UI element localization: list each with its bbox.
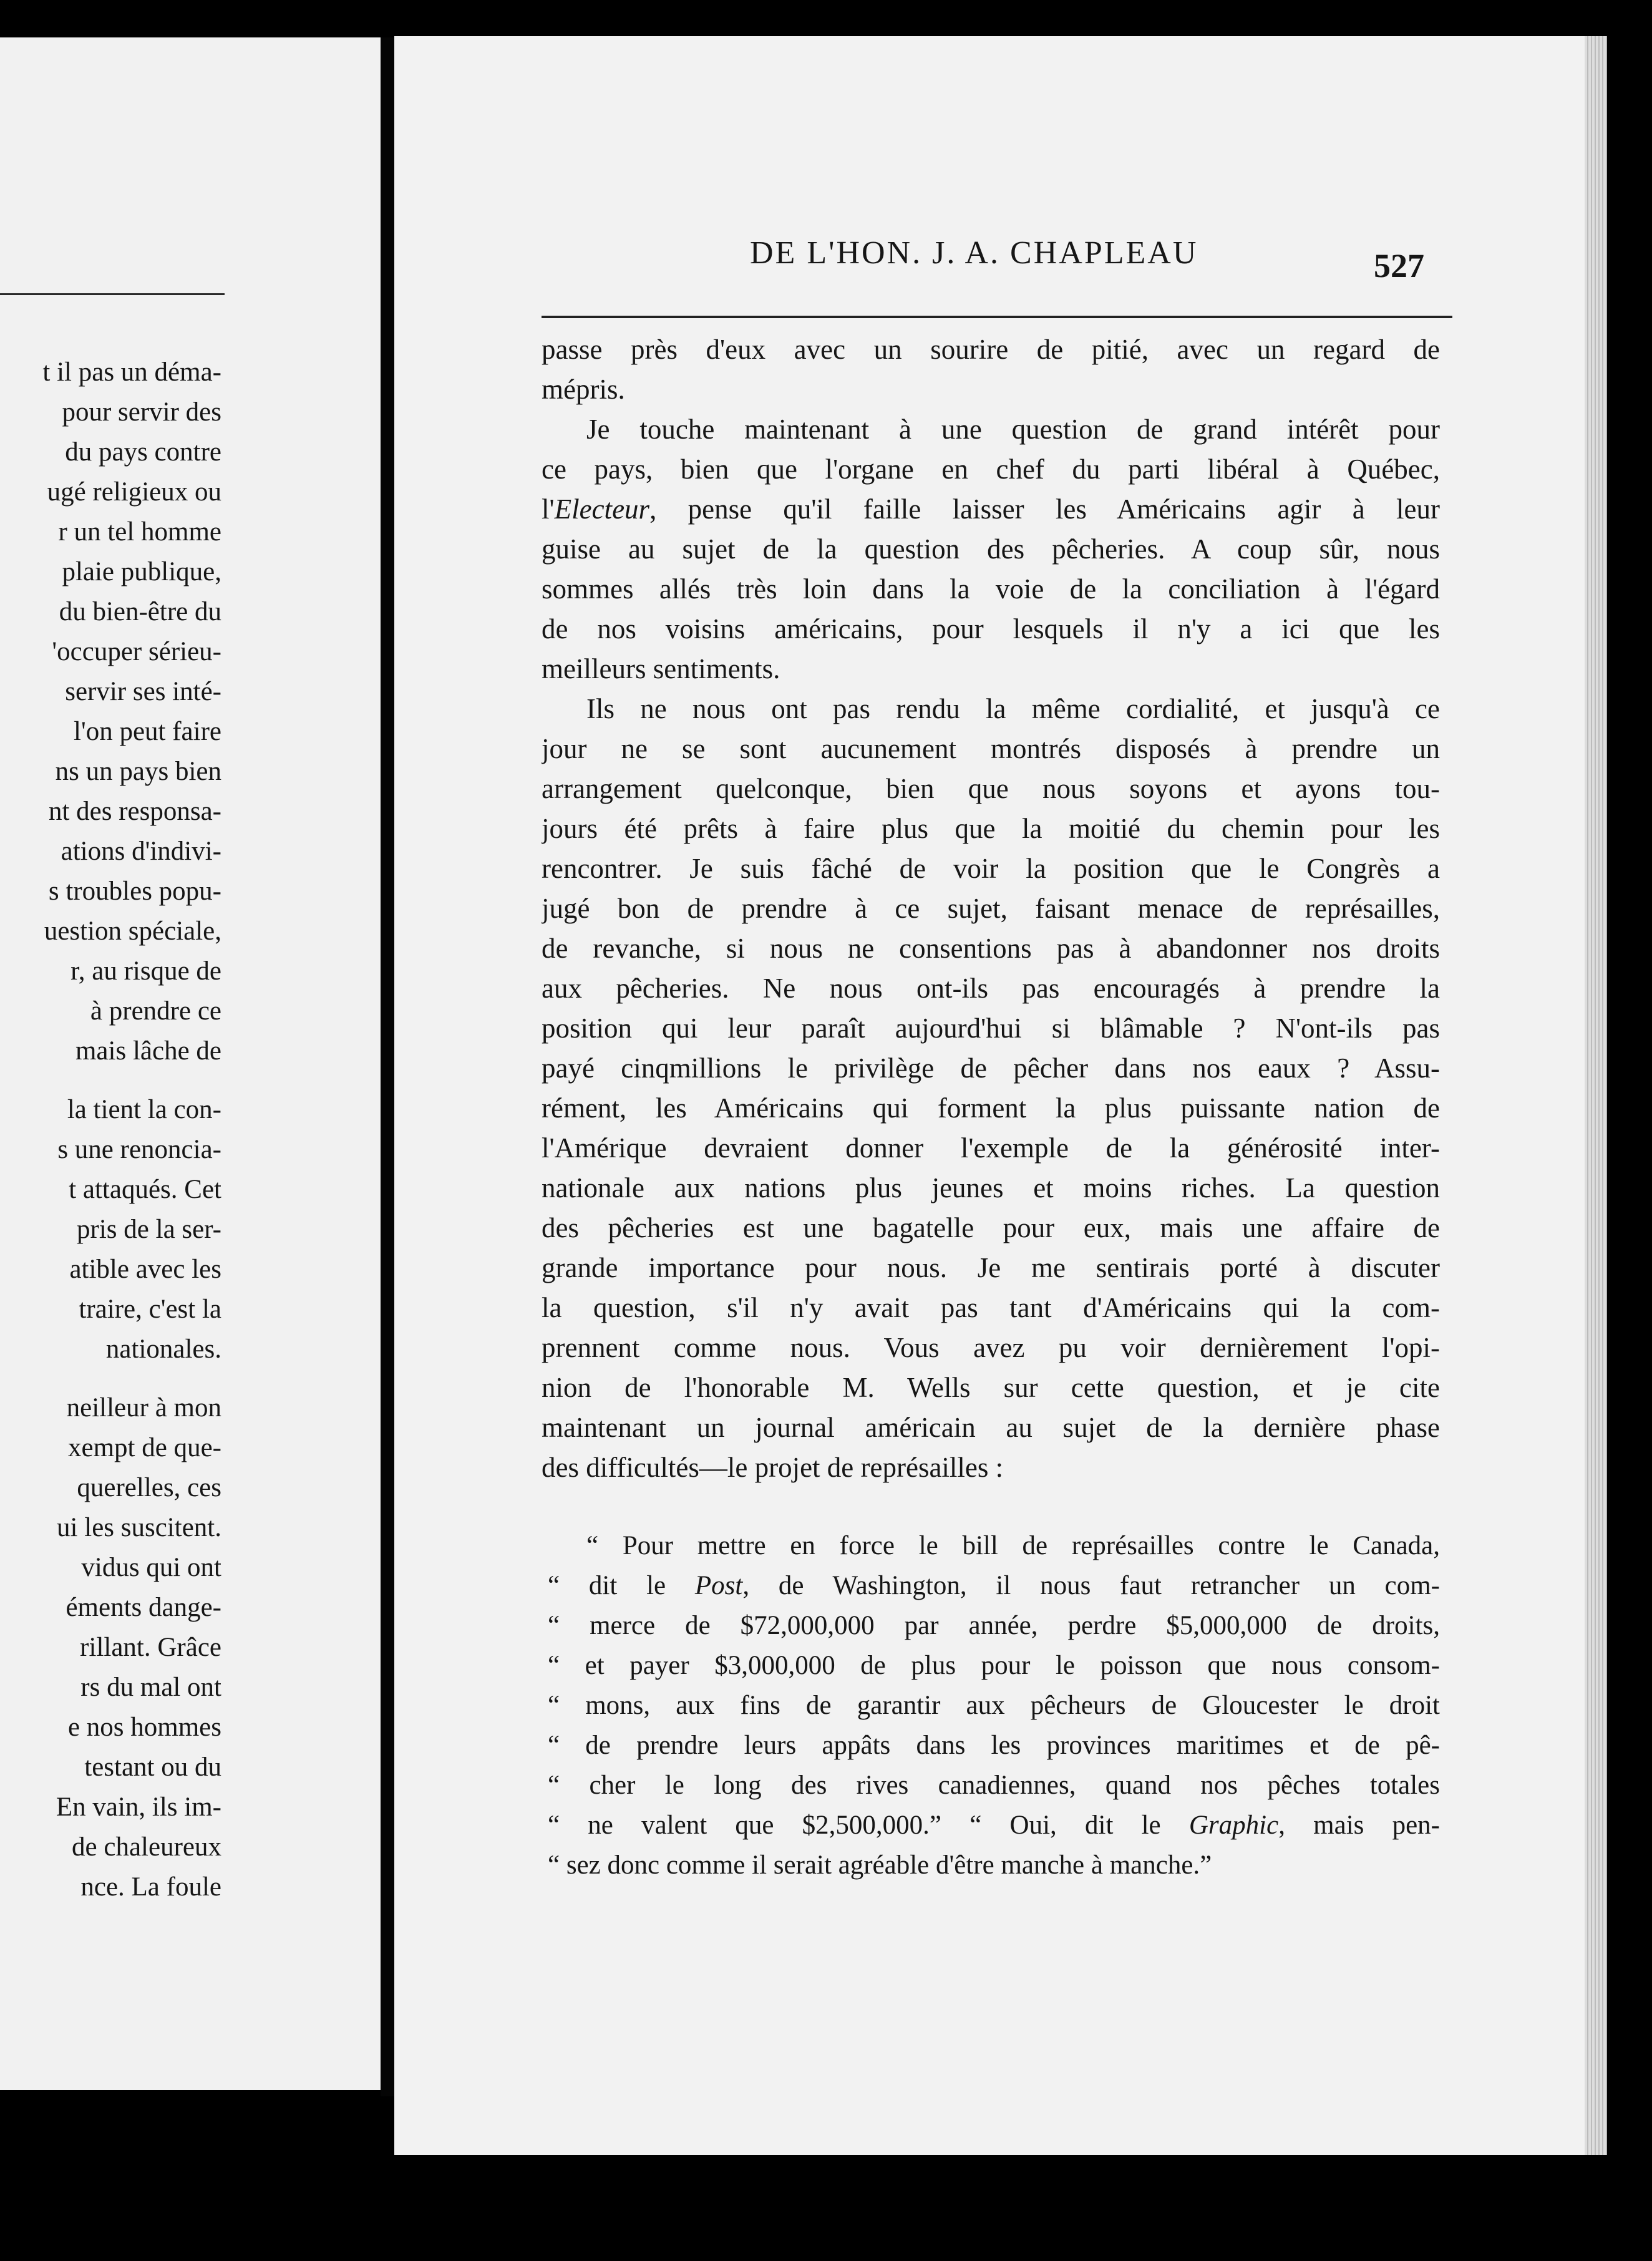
paragraph-line: rément, les Américains qui forment la plus puissante nation de bbox=[542, 1092, 1440, 1124]
book-gutter bbox=[381, 37, 394, 2096]
page-edges bbox=[1585, 36, 1607, 2155]
left-page-line: t il pas un déma- bbox=[42, 357, 221, 387]
paragraph-line: guise au sujet de la question des pêcheries. A coup sûr, nous bbox=[542, 533, 1440, 565]
body-text bbox=[542, 329, 1440, 1885]
left-page-line: neilleur à mon bbox=[66, 1393, 221, 1422]
paragraph-line: jugé bon de prendre à ce sujet, faisant menace de représailles, bbox=[542, 893, 1440, 924]
left-page-line: ui les suscitent. bbox=[57, 1513, 221, 1542]
left-page-line: r un tel homme bbox=[58, 517, 221, 547]
left-page-line: rillant. Grâce bbox=[80, 1633, 221, 1662]
left-page-line: éments dange- bbox=[66, 1593, 221, 1622]
left-page-line: uestion spéciale, bbox=[44, 917, 221, 946]
left-page-line: l'on peut faire bbox=[74, 717, 221, 746]
left-page-line: 'occuper sérieu- bbox=[52, 637, 221, 666]
quotation-line: “ ne valent que $2,500,000.” “ Oui, dit le Graphic, mais pen- bbox=[548, 1811, 1440, 1840]
quotation-line: “ de prendre leurs appâts dans les provinces maritimes et de pê- bbox=[548, 1731, 1440, 1760]
quotation-line: “ Pour mettre en force le bill de représailles contre le Canada, bbox=[586, 1531, 1440, 1560]
left-page-line: ations d'indivi- bbox=[61, 837, 221, 866]
paragraph-line: l'Electeur, pense qu'il faille laisser les Américains agir à leur bbox=[542, 494, 1440, 525]
paragraph-line: position qui leur paraît aujourd'hui si blâmable ? N'ont-ils pas bbox=[542, 1013, 1440, 1044]
paragraph-line: ce pays, bien que l'organe en chef du parti libéral à Québec, bbox=[542, 454, 1440, 485]
right-page bbox=[394, 36, 1607, 2155]
quotation-line: “ et payer $3,000,000 de plus pour le poisson que nous consom- bbox=[548, 1651, 1440, 1680]
paragraph-line: meilleurs sentiments. bbox=[542, 653, 780, 684]
left-page-line: la tient la con- bbox=[67, 1095, 221, 1124]
paragraph-line: payé cinqmillions le privilège de pêcher dans nos eaux ? Assu- bbox=[542, 1053, 1440, 1084]
paragraph-line: nationale aux nations plus jeunes et moins riches. La question bbox=[542, 1172, 1440, 1203]
left-page-line: s troubles popu- bbox=[48, 877, 221, 906]
left-page-line: xempt de que- bbox=[68, 1433, 221, 1462]
left-page-line: nt des responsa- bbox=[48, 797, 221, 826]
paragraph-line: l'Amérique devraient donner l'exemple de la générosité inter- bbox=[542, 1132, 1440, 1164]
left-page-line: ns un pays bien bbox=[55, 757, 221, 786]
left-page-line: nationales. bbox=[105, 1335, 221, 1364]
header-rule bbox=[542, 316, 1452, 318]
paragraph-line: maintenant un journal américain au sujet de la dernière phase bbox=[542, 1412, 1440, 1443]
left-page-line: traire, c'est la bbox=[79, 1295, 221, 1324]
left-page-line: rs du mal ont bbox=[80, 1673, 221, 1702]
left-page-line: pris de la ser- bbox=[77, 1215, 221, 1244]
paragraph-line: Ils ne nous ont pas rendu la même cordialité, et jusqu'à ce bbox=[586, 693, 1440, 724]
paragraph-line: aux pêcheries. Ne nous ont-ils pas encouragés à prendre la bbox=[542, 973, 1440, 1004]
paragraph-line: sommes allés très loin dans la voie de la conciliation à l'égard bbox=[542, 573, 1440, 605]
left-page-line: s une renoncia- bbox=[57, 1135, 221, 1164]
quote-spacer bbox=[542, 1487, 1440, 1526]
paragraph-line: Je touche maintenant à une question de grand intérêt pour bbox=[586, 414, 1440, 445]
left-page-line: ugé religieux ou bbox=[47, 477, 221, 507]
left-page-line: testant ou du bbox=[84, 1753, 221, 1782]
left-page-line: nce. La foule bbox=[80, 1872, 221, 1902]
left-page-fragment bbox=[0, 37, 381, 2090]
left-page-line: atible avec les bbox=[69, 1255, 221, 1284]
quotation-line: “ sez donc comme il serait agréable d'être manche à manche.” bbox=[548, 1850, 1212, 1880]
left-page-line: vidus qui ont bbox=[81, 1553, 221, 1582]
paragraph-line: jours été prêts à faire plus que la moitié du chemin pour les bbox=[542, 813, 1440, 844]
left-page-header-rule bbox=[0, 293, 225, 295]
paragraph-line: de revanche, si nous ne consentions pas à abandonner nos droits bbox=[542, 933, 1440, 964]
paragraph-line: arrangement quelconque, bien que nous soyons et ayons tou- bbox=[542, 773, 1440, 804]
left-page-text bbox=[0, 353, 221, 1907]
left-page-line: r, au risque de bbox=[70, 956, 221, 986]
paragraph-line: mépris. bbox=[542, 374, 625, 405]
paragraph-line: des difficultés—le projet de représailles : bbox=[542, 1452, 1004, 1483]
left-page-line: mais lâche de bbox=[75, 1036, 221, 1066]
left-page-line: servir ses inté- bbox=[65, 677, 221, 706]
paragraph-line: des pêcheries est une bagatelle pour eux, mais une affaire de bbox=[542, 1212, 1440, 1243]
paragraph-line: de nos voisins américains, pour lesquels il n'y a ici que les bbox=[542, 613, 1440, 644]
left-page-line: e nos hommes bbox=[67, 1713, 221, 1742]
paragraph-line: rencontrer. Je suis fâché de voir la position que le Congrès a bbox=[542, 853, 1440, 884]
left-page-line: querelles, ces bbox=[77, 1473, 221, 1502]
paragraph-line: passe près d'eux avec un sourire de pitié, avec un regard de bbox=[542, 334, 1440, 365]
left-page-line: En vain, ils im- bbox=[56, 1792, 221, 1822]
left-page-line: pour servir des bbox=[62, 397, 221, 427]
paragraph-line: nion de l'honorable M. Wells sur cette question, et je cite bbox=[542, 1372, 1440, 1403]
quotation-line: “ mons, aux fins de garantir aux pêcheurs de Gloucester le droit bbox=[548, 1691, 1440, 1720]
running-head: DE L'HON. J. A. CHAPLEAU bbox=[750, 235, 1198, 271]
left-page-line: t attaqués. Cet bbox=[69, 1175, 221, 1204]
paragraph-line: prennent comme nous. Vous avez pu voir dernièrement l'opi- bbox=[542, 1332, 1440, 1363]
paragraph-line: jour ne se sont aucunement montrés disposés à prendre un bbox=[542, 733, 1440, 764]
quotation-line: “ merce de $72,000,000 par année, perdre $5,000,000 de droits, bbox=[548, 1611, 1440, 1640]
left-page-line: du bien-être du bbox=[59, 597, 221, 626]
left-page-line: plaie publique, bbox=[62, 557, 221, 586]
left-page-line: de chaleureux bbox=[72, 1832, 221, 1862]
page-number: 527 bbox=[1374, 247, 1424, 284]
quotation-line: “ dit le Post, de Washington, il nous faut retrancher un com- bbox=[548, 1571, 1440, 1600]
paragraph-line: la question, s'il n'y avait pas tant d'Américains qui la com- bbox=[542, 1292, 1440, 1323]
left-page-line: à prendre ce bbox=[90, 996, 221, 1026]
paragraph-line: grande importance pour nous. Je me sentirais porté à discuter bbox=[542, 1252, 1440, 1283]
quotation-line: “ cher le long des rives canadiennes, quand nos pêches totales bbox=[548, 1771, 1440, 1800]
left-page-line: du pays contre bbox=[65, 437, 221, 467]
